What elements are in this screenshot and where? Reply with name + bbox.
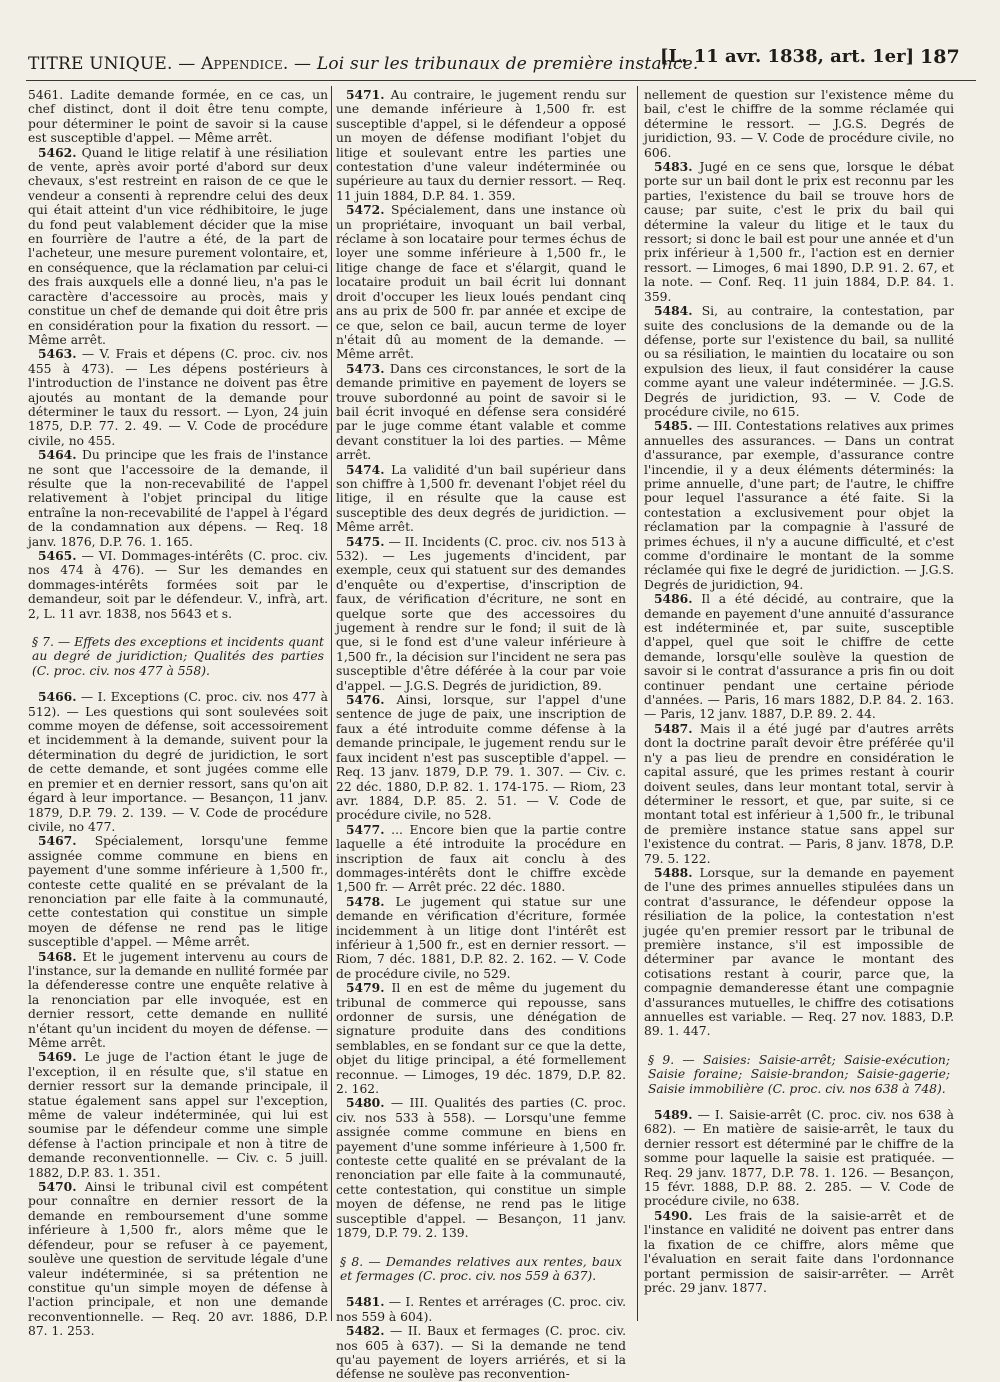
paragraph: [336, 203, 626, 361]
running-title-dash: —: [294, 54, 312, 74]
paragraph: [336, 463, 626, 535]
paragraph-number: 5470.: [38, 1179, 77, 1195]
paragraph: [28, 1180, 328, 1338]
paragraph: [336, 981, 626, 1096]
paragraph-number: 5476.: [346, 692, 385, 708]
paragraph-text: Spécialement, dans une instance où un propriétaire, invoquant un bail verbal, réclame à son locataire pour termes échus de loyer une somme inférieure à 1,500 fr., le litige change de face et s'élargit, quand le locataire produit un bail écrit lui donnant droit d'occuper les lieux loués pendant cinq ans au prix de 500 fr. par année et excipe de ce que, selon ce bail, aucun terme de loyer n'était dû au moment de la demande. — Même arrêt.: [336, 203, 626, 362]
running-title-subject: Loi sur les tribunaux de première instance.: [316, 54, 699, 74]
paragraph: [644, 866, 954, 1039]
running-title-dash: —: [178, 54, 196, 74]
paragraph-text: Les frais de la saisie-arrêt et de l'instance en validité ne doivent pas entrer dans la fixation de ce chiffre, alors même que l'évaluation en serait faite dans l'ordonnance portant permission de saisir-arrêter. — Arrêt préc. 29 janv. 1877.: [644, 1208, 954, 1295]
paragraph-text: 5461. Ladite demande formée, en ce cas, un chef distinct, dont il doit être tenu compte, pour déterminer le point de savoir si la cause est susceptible d'appel. — Même arrêt.: [28, 88, 328, 146]
paragraph-text: nellement de question sur l'existence même du bail, c'est le chiffre de la somme réclamée qui détermine le ressort. — J.G.S. Degrés de juridiction, 93. — V. Code de procédure civile, no 606.: [644, 88, 954, 160]
column-divider: [331, 86, 332, 1321]
running-title: [28, 54, 699, 74]
paragraph-number: 5469.: [38, 1049, 77, 1065]
paragraph: [28, 690, 328, 834]
paragraph-text: — I. Rentes et arrérages (C. proc. civ. nos 559 à 604).: [336, 1295, 626, 1324]
paragraph-text: — III. Qualités des parties (C. proc. civ. nos 533 à 558). — Lorsqu'une femme assignée comme commune en biens en payement d'une somme inférieure à 1,500 fr. conteste cette qualité en se prévalant de la renonciation par elle faite à la communauté, cette contestation, qui constitue un simple moyen de défense, ne rend pas le litige susceptible d'appel. — Besançon, 11 janv. 1879, D.P. 79. 2. 139.: [336, 1096, 626, 1241]
paragraph-text: Du principe que les frais de l'instance ne sont que l'accessoire de la demande, il résulte que la non-recevabilité de l'appel relativement à l'objet principal du litige entraîne la non-recevabilité de l'appel à l'égard de la condamnation aux dépens. — Req. 18 janv. 1876, D.P. 76. 1. 165.: [28, 448, 328, 549]
paragraph: [644, 722, 954, 866]
page-header: [22, 42, 982, 78]
paragraph-text: Si, au contraire, la contestation, par suite des conclusions de la demande ou de la défense, porte sur l'existence du bail, sa nullité ou sa résiliation, le maintien du locataire ou son expulsion des lieux, il faut considérer la cause comme ayant une valeur indéterminée. — J.G.S. Degrés de juridiction, 93. — V. Code de procédure civile, no 615.: [644, 304, 954, 419]
paragraph: [336, 88, 626, 203]
paragraph-number: 5480.: [346, 1095, 385, 1111]
header-rule: [26, 80, 976, 81]
paragraph-number: 5489.: [654, 1107, 693, 1123]
paragraph-text: Quand le litige relatif à une résiliation de vente, après avoir porté d'abord sur deux chevaux, s'est restreint en raison de ce que le vendeur a consenti à reprendre celui des deux qui était atteint d'un vice rédhibitoire, le juge du fond peut valablement décider que la mise en fourrière de l'autre a été, de la part de l'acheteur, une mesure purement volontaire, et, en conséquence, que la réclamation par celui-ci des frais auxquels elle a donné lieu, n'a pas le caractère d'accessoire au procès, mais y constitue un chef de demande qui doit être pris en considération pour la fixation du ressort. — Même arrêt.: [28, 145, 328, 347]
page-number: 187: [920, 46, 960, 68]
paragraph-number: 5464.: [38, 447, 77, 463]
paragraph: [28, 448, 328, 549]
paragraph-text: Spécialement, lorsqu'une femme assignée comme commune en biens en payement d'une somme inférieure à 1,500 fr., conteste cette qualité en se prévalant de la renonciation par elle faite à la communauté, cette contestation qui constitue un simple moyen de défense ne rend pas le litige susceptible d'appel. — Même arrêt.: [28, 834, 328, 950]
paragraph: [336, 1324, 626, 1382]
paragraph-text: — V. Frais et dépens (C. proc. civ. nos 455 à 473). — Les dépens postérieurs à l'introduction de l'instance ne doivent pas être ajoutés au montant de la demande pour déterminer le taux du ressort. — Lyon, 24 juin 1875, D.P. 77. 2. 49. — V. Code de procédure civile, no 455.: [28, 347, 328, 448]
paragraph-number: 5483.: [654, 159, 693, 175]
paragraph-text: — VI. Dommages-intérêts (C. proc. civ. nos 474 à 476). — Sur les demandes en dommages-intérêts formées soit par le demandeur, soit par le défendeur. V., infrà, art. 2, L. 11 avr. 1838, nos 5643 et s.: [28, 549, 328, 621]
section-heading-text: § 8. — Demandes relatives aux rentes, baux et fermages (C. proc. civ. nos 559 à 637).: [340, 1254, 622, 1283]
section-heading: [336, 1255, 626, 1284]
paragraph-text: Il en est de même du jugement du tribunal de commerce qui repousse, sans ordonner de sursis, une dénégation de signature produite dans des conditions semblables, en se fondant sur ce que la dette, objet du litige principal, a été formellement reconnue. — Limoges, 19 déc. 1879, D.P. 82. 2. 162.: [336, 981, 626, 1097]
paragraph-number: 5472.: [346, 202, 385, 218]
paragraph-text: Le juge de l'action étant le juge de l'exception, il en résulte que, s'il statue en dernier ressort sur la demande principale, il statue également sans appel sur l'exception, même de valeur indéterminée, qui lui est soumise par le défendeur comme une simple défense à l'action principale et non à titre de demande reconventionnelle. — Civ. c. 5 juill. 1882, D.P. 83. 1. 351.: [28, 1050, 328, 1180]
paragraph: [336, 1096, 626, 1240]
paragraph: [644, 1108, 954, 1209]
paragraph-text: La validité d'un bail supérieur dans son chiffre à 1,500 fr. devenant l'objet réel du litige, il en résulte que la cause est susceptible des deux degrés de juridiction. — Même arrêt.: [336, 462, 626, 535]
paragraph-number: 5475.: [346, 533, 385, 549]
running-title-main: TITRE UNIQUE.: [28, 54, 173, 74]
text-column-3: [644, 88, 954, 1320]
paragraph: [644, 592, 954, 722]
paragraph-text: — II. Baux et fermages (C. proc. civ. nos 605 à 637). — Si la demande ne tend qu'au payement de loyers arriérés, et si la défense ne soulève pas reconvention-: [336, 1324, 626, 1382]
paragraph-text: Ainsi le tribunal civil est compétent pour connaître en dernier ressort de la demande en remboursement d'une somme inférieure à 1,500 fr., alors même que le défendeur, pour se refuser à ce payement, soulève une question de servitude légale d'une valeur indéterminée, si sa prétention ne constitue qu'un simple moyen de défense à l'action principale, et non une demande reconventionnelle. — Req. 20 avr. 1886, D.P. 87. 1. 253.: [28, 1180, 328, 1339]
paragraph: [336, 362, 626, 463]
section-heading-text: § 7. — Effets des exceptions et incidents quant au degré de juridiction; Qualités des parties (C. proc. civ. nos 477 à 558).: [32, 635, 324, 678]
running-title-appendice: Appendice.: [201, 54, 289, 74]
paragraph-number: 5462.: [38, 144, 77, 160]
paragraph: [28, 146, 328, 348]
section-heading-text: § 9. — Saisies: Saisie-arrêt; Saisie-exécution; Saisie foraine; Saisie-brandon; Saisie-gagerie; Saisie immobilière (C. proc. civ. nos 638 à 748).: [648, 1052, 950, 1096]
paragraph-text: Mais il a été jugé par d'autres arrêts dont la doctrine paraît devoir être préférée qu'il n'y a pas lieu de prendre en considération le capital assuré, que les primes restant à courir doivent seules, dans leur montant total, servir à déterminer le ressort, et que, par suite, si ce montant total est inférieur à 1,500 fr., le tribunal de première instance statue sans appel sur l'existence du contrat. — Paris, 8 janv. 1878, D.P. 79. 5. 122.: [644, 721, 954, 866]
paragraph-text: Lorsque, sur la demande en payement de l'une des primes annuelles stipulées dans un contrat d'assurance, le défendeur oppose la résiliation de la police, la contestation n'est jugée qu'en premier ressort par le tribunal de première instance, s'il est impossible de déterminer par avance le montant des cotisations restant à courir, parce que, la compagnie demanderesse étant une compagnie d'assurances mutuelles, le chiffre des cotisations annuelles est variable. — Req. 27 nov. 1883, D.P. 89. 1. 447.: [644, 865, 954, 1039]
paragraph-number: 5488.: [654, 864, 693, 880]
paragraph: [644, 1209, 954, 1295]
paragraph-number: 5463.: [38, 346, 77, 362]
paragraph-number: 5485.: [654, 418, 693, 434]
paragraph-number: 5468.: [38, 948, 77, 964]
paragraph-text: Et le jugement intervenu au cours de l'instance, sur la demande en nullité formée par la défenderesse contre une enquête relative à la renonciation par elle invoquée, est en dernier ressort, cette demande en nullité n'étant qu'un incident du moyen de défense. — Même arrêt.: [28, 949, 328, 1050]
paragraph-number: 5479.: [346, 980, 385, 996]
paragraph-text: — III. Contestations relatives aux primes annuelles des assurances. — Dans un contrat d'assurance, par exemple, d'assurance contre l'incendie, il y a deux éléments déterminés: la prime annuelle, d'une part; de l'autre, le chiffre pour lequel l'assurance a été faite. Si la contestation a exclusivement pour objet la réclamation par la compagnie à l'assuré de primes échues, il n'y a aucune difficulté, et c'est comme d'ordinaire le montant de la somme réclamée qui fixe le degré de juridiction. — J.G.S. Degrés de juridiction, 94.: [644, 419, 954, 592]
paragraph-number: 5477.: [346, 821, 385, 837]
section-heading: [28, 635, 328, 678]
paragraph-number: 5467.: [38, 833, 77, 849]
paragraph: [644, 88, 954, 160]
paragraph: [336, 823, 626, 895]
paragraph-text: Au contraire, le jugement rendu sur une demande inférieure à 1,500 fr. est susceptible d'appel, si le défendeur a opposé un moyen de défense modifiant l'objet du litige et soulevant entre les parties une contestation d'une valeur indéterminée ou supérieure au taux du dernier ressort. — Req. 11 juin 1884, D.P. 84. 1. 359.: [336, 88, 626, 203]
paragraph-number: 5466.: [38, 689, 77, 705]
paragraph-number: 5471.: [346, 87, 385, 102]
article-reference: [L. 11 avr. 1838, art. 1er]: [660, 46, 915, 67]
column-divider: [637, 86, 638, 1321]
paragraph: [28, 834, 328, 949]
paragraph-number: 5484.: [654, 303, 693, 319]
paragraph-text: Jugé en ce sens que, lorsque le débat porte sur un bail dont le prix est reconnu par les parties, l'existence du bail se trouve hors de cause; par suite, c'est le prix du bail qui détermine la valeur du litige et le taux du ressort; si donc le bail est pour une année et d'un prix inférieur à 1,500 fr., l'action est en dernier ressort. — Limoges, 6 mai 1890, D.P. 91. 2. 67, et la note. — Conf. Req. 11 juin 1884, D.P. 84. 1. 359.: [644, 160, 954, 304]
paragraph-number: 5481.: [346, 1294, 385, 1310]
paragraph: [28, 88, 328, 146]
paragraph: [336, 535, 626, 693]
paragraph: [336, 895, 626, 981]
paragraph-text: Dans ces circonstances, le sort de la demande primitive en payement de loyers se trouve subordonné au point de savoir si le bail écrit invoqué en défense sera considéré par le juge comme étant valable et comme devant constituer la loi des parties. — Même arrêt.: [336, 361, 626, 463]
paragraph-text: — I. Exceptions (C. proc. civ. nos 477 à 512). — Les questions qui sont soulevées soit comme moyen de défense, soit accessoirement et incidemment à la demande, suivent pour la détermination du degré de juridiction, le sort de cette demande, et sont jugées comme elle en premier et en dernier ressort, sans qu'on ait égard à leur importance. — Besançon, 11 janv. 1879, D.P. 79. 2. 139. — V. Code de procédure civile, no 477.: [28, 690, 328, 834]
text-column-1: [28, 88, 328, 1339]
paragraph: [28, 1050, 328, 1180]
paragraph-text: Il a été décidé, au contraire, que la demande en payement d'une annuité d'assurance est indéterminée et, par suite, susceptible d'appel, quel que soit le chiffre de cette demande, lorsqu'elle soulève la question de savoir si le contrat d'assurance a pris fin ou doit continuer pendant une certaine période d'années. — Paris, 16 mars 1882, D.P. 84. 2. 163. — Paris, 12 janv. 1887, D.P. 89. 2. 44.: [644, 592, 954, 722]
paragraph: [644, 419, 954, 592]
paragraph: [644, 304, 954, 419]
paragraph-text: Le jugement qui statue sur une demande en vérification d'écriture, formée incidemment à un litige dont l'intérêt est inférieur à 1,500 fr., est en dernier ressort. — Riom, 7 déc. 1881, D.P. 82. 2. 162. — V. Code de procédure civile, no 529.: [336, 894, 626, 981]
paragraph-number: 5486.: [654, 591, 693, 607]
paragraph-number: 5490.: [654, 1207, 693, 1223]
paragraph-number: 5465.: [38, 548, 77, 563]
paragraph-text: Ainsi, lorsque, sur l'appel d'une sentence de juge de paix, une inscription de faux a été introduite comme défense à la demande principale, le jugement rendu sur le faux incident n'est pas susceptible d'appel. — Req. 13 janv. 1879, D.P. 79. 1. 307. — Civ. c. 22 déc. 1880, D.P. 82. 1. 174-175. — Riom, 23 avr. 1884, D.P. 85. 2. 51. — V. Code de procédure civile, no 528.: [336, 693, 626, 823]
paragraph: [28, 950, 328, 1051]
paragraph: [28, 347, 328, 448]
section-heading: [644, 1053, 954, 1096]
paragraph-number: 5487.: [654, 720, 693, 736]
paragraph-number: 5478.: [346, 893, 385, 909]
text-column-2: [336, 87, 626, 1382]
paragraph-number: 5482.: [346, 1323, 385, 1339]
paragraph: [644, 160, 954, 304]
paragraph: [336, 693, 626, 823]
paragraph-text: ... Encore bien que la partie contre laquelle a été introduite la procédure en inscription de faux ait conclu à des dommages-intérêts dont le chiffre excède 1,500 fr. — Arrêt préc. 22 déc. 1880.: [336, 822, 626, 895]
paragraph-text: — I. Saisie-arrêt (C. proc. civ. nos 638 à 682). — En matière de saisie-arrêt, le taux du dernier ressort est déterminé par le chiffre de la somme pour laquelle la saisie est pratiquée. — Req. 29 janv. 1877, D.P. 78. 1. 126. — Besançon, 15 févr. 1888, D.P. 88. 2. 285. — V. Code de procédure civile, no 638.: [644, 1108, 954, 1209]
paragraph-number: 5473.: [346, 360, 385, 376]
paragraph-text: — II. Incidents (C. proc. civ. nos 513 à 532). — Les jugements d'incident, par exemple, ceux qui statuent sur des demandes d'enquête ou d'expertise, d'inscription de faux, de vérification d'écriture, ne sont en quelque sorte que des accessoires du jugement à rendre sur le fond; il suit de là que, si le fond est d'une valeur inférieure à 1,500 fr., la décision sur l'incident ne sera pas susceptible d'être déférée à la cour par voie d'appel. — J.G.S. Degrés de juridiction, 89.: [336, 534, 626, 693]
paragraph: [336, 1295, 626, 1324]
paragraph-number: 5474.: [346, 461, 385, 477]
paragraph: [28, 549, 328, 621]
